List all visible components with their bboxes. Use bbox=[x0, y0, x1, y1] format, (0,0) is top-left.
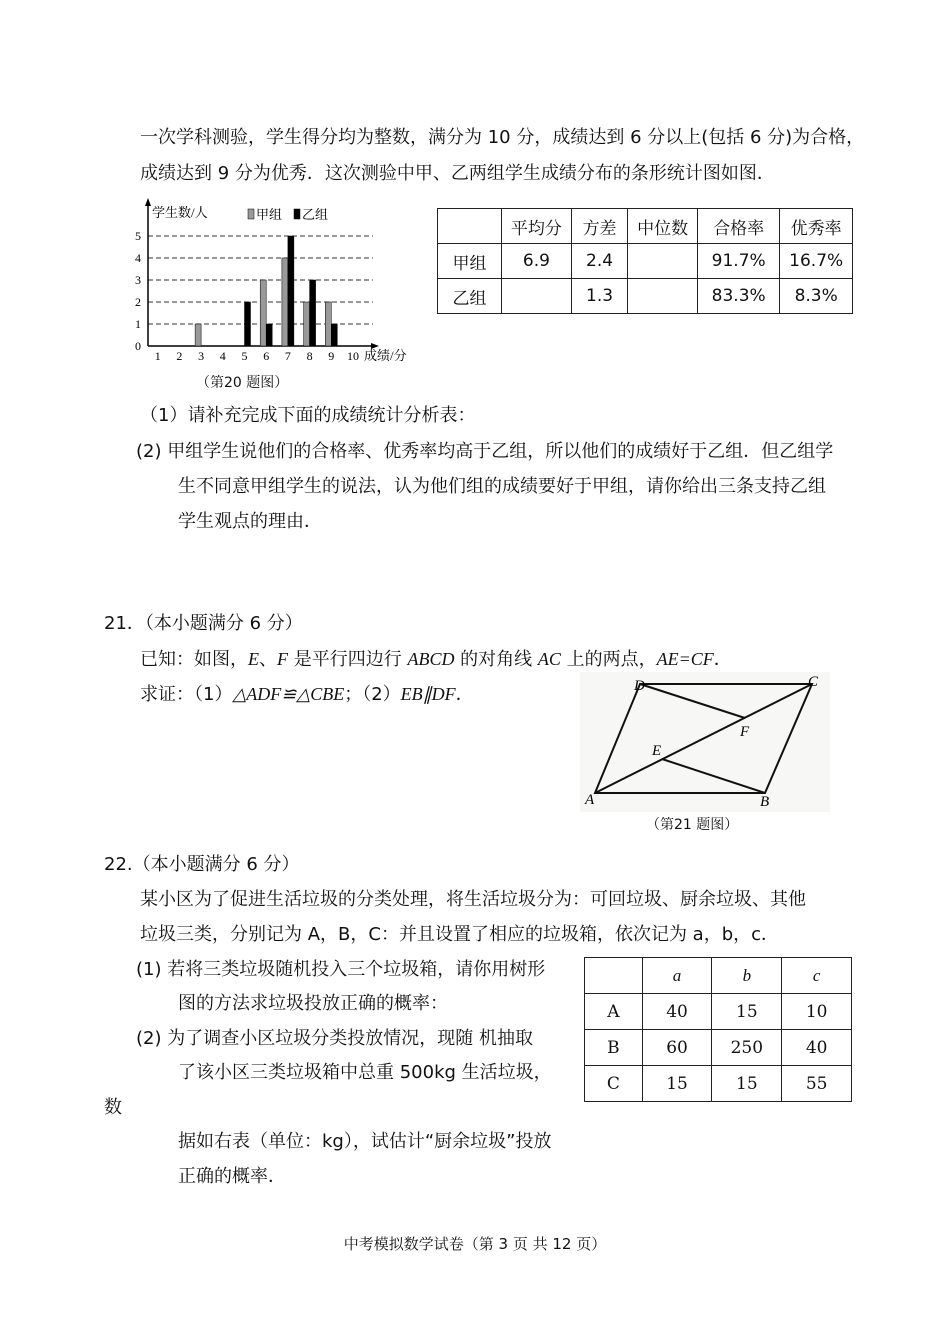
q21-known-text: ABCD bbox=[407, 649, 455, 669]
legend-label: 乙组 bbox=[302, 207, 329, 222]
table-cell: 83.3% bbox=[698, 279, 780, 314]
bar bbox=[325, 302, 331, 346]
x-tick-label: 7 bbox=[284, 349, 291, 363]
q20-part2-line1: (2) 甲组学生说他们的合格率、优秀率均高于乙组，所以他们的成绩好于乙组．但乙组学 bbox=[136, 441, 834, 462]
q21-known-text: 的对角线 bbox=[454, 649, 538, 670]
x-tick-label: 1 bbox=[154, 349, 161, 363]
table-header-cell: 平均分 bbox=[501, 209, 571, 244]
q21-prove-text: ． bbox=[455, 684, 474, 705]
q21-known-text: ． bbox=[713, 649, 732, 670]
x-axis-label: 成绩/分 bbox=[364, 348, 407, 363]
q21-known-text: AC bbox=[537, 649, 561, 669]
q22-header: 22.（本小题满分 6 分） bbox=[104, 854, 300, 875]
q21-known-text: 是平行四边行 bbox=[288, 649, 408, 670]
q22-part2-line2: 了该小区三类垃圾箱中总重 500kg 生活垃圾， bbox=[178, 1062, 552, 1083]
q21-known-text: E bbox=[248, 649, 259, 669]
q21-known-text: F bbox=[277, 649, 288, 669]
q20-intro-line1: 一次学科测验，学生得分均为整数，满分为 10 分，成绩达到 6 分以上(包括 6 分)为合格， bbox=[140, 127, 865, 148]
bar bbox=[304, 302, 310, 346]
legend-swatch bbox=[294, 209, 300, 219]
table-cell: 乙组 bbox=[438, 279, 502, 314]
q20-part1: （1）请补充完成下面的成绩统计分析表： bbox=[140, 405, 476, 426]
table-cell: 1.3 bbox=[571, 279, 627, 314]
label-c: C bbox=[808, 674, 819, 690]
table-header-cell: a bbox=[642, 958, 712, 994]
table-row bbox=[438, 244, 853, 279]
table-header-cell bbox=[438, 209, 502, 244]
table-cell: 15 bbox=[712, 994, 782, 1030]
y-axis-arrow bbox=[145, 198, 151, 206]
table-cell bbox=[501, 279, 571, 314]
table-header-cell: c bbox=[782, 958, 852, 994]
table-cell: 6.9 bbox=[501, 244, 571, 279]
table-header-cell: b bbox=[712, 958, 782, 994]
table-cell: 250 bbox=[712, 1030, 782, 1066]
q20-stats-table bbox=[437, 208, 853, 314]
table-cell: 40 bbox=[642, 994, 712, 1030]
table-cell: 15 bbox=[712, 1066, 782, 1102]
y-axis-label: 学生数/人 bbox=[152, 205, 208, 220]
q21-prove-text: EB∥DF bbox=[400, 684, 456, 704]
q22-part1-line2: 图的方法求垃圾投放正确的概率： bbox=[178, 993, 448, 1014]
table-header-row bbox=[438, 209, 853, 244]
label-b: B bbox=[760, 794, 770, 810]
legend-label: 甲组 bbox=[256, 207, 283, 222]
label-a: A bbox=[585, 792, 595, 808]
table-cell: 55 bbox=[782, 1066, 852, 1102]
x-tick-label: 8 bbox=[306, 349, 313, 363]
y-tick-label: 5 bbox=[135, 229, 141, 243]
table-cell bbox=[628, 279, 698, 314]
y-tick-label: 2 bbox=[135, 295, 141, 309]
table-cell: A bbox=[585, 994, 643, 1030]
q21-known bbox=[140, 647, 732, 672]
label-f: F bbox=[740, 724, 750, 740]
y-tick-label: 1 bbox=[135, 317, 141, 331]
table-header-cell: 合格率 bbox=[698, 209, 780, 244]
bar bbox=[282, 258, 288, 346]
q21-known-text: 、 bbox=[259, 649, 277, 670]
table-cell: 40 bbox=[782, 1030, 852, 1066]
x-tick-label: 3 bbox=[198, 349, 205, 363]
table-cell: 91.7% bbox=[698, 244, 780, 279]
table-header-cell bbox=[585, 958, 643, 994]
table-row bbox=[438, 279, 853, 314]
q20-intro-line2: 成绩达到 9 分为优秀．这次测验中甲、乙两组学生成绩分布的条形统计图如图． bbox=[140, 163, 775, 184]
table-cell: 2.4 bbox=[571, 244, 627, 279]
q21-header: 21．（本小题满分 6 分） bbox=[104, 613, 303, 634]
q21-prove bbox=[140, 682, 474, 707]
q22-intro-line1: 某小区为了促进生活垃圾的分类处理，将生活垃圾分为：可回垃圾、厨余垃圾、其他 bbox=[140, 889, 806, 910]
y-tick-label: 3 bbox=[135, 273, 141, 287]
bar bbox=[288, 236, 294, 346]
q22-part1-line1: (1) 若将三类垃圾随机投入三个垃圾箱，请你用树形 bbox=[136, 959, 546, 980]
x-tick-label: 5 bbox=[241, 349, 248, 363]
q20-part2-line2: 生不同意甲组学生的说法，认为他们组的成绩要好于甲组，请你给出三条支持乙组 bbox=[178, 476, 826, 497]
q20-chart-caption: （第20 题图） bbox=[196, 375, 289, 391]
label-d: D bbox=[634, 678, 645, 694]
q22-intro-line2: 垃圾三类，分别记为 A，B，C：并且设置了相应的垃圾箱，依次记为 a，b，c． bbox=[140, 924, 780, 945]
table-cell: 甲组 bbox=[438, 244, 502, 279]
legend-swatch bbox=[248, 209, 254, 219]
bar bbox=[266, 324, 272, 346]
q21-known-text: AE=CF bbox=[656, 649, 714, 669]
table-header-cell: 优秀率 bbox=[780, 209, 853, 244]
table-cell: 16.7% bbox=[780, 244, 853, 279]
q22-part2-line5: 正确的概率． bbox=[178, 1166, 286, 1187]
bar bbox=[331, 324, 337, 346]
bar bbox=[245, 302, 251, 346]
table-header-cell: 中位数 bbox=[628, 209, 698, 244]
q21-prove-text: 求证：（1） bbox=[140, 684, 233, 705]
table-header-row bbox=[585, 958, 852, 994]
table-cell: 15 bbox=[642, 1066, 712, 1102]
bar bbox=[195, 324, 201, 346]
q21-known-text: 已知：如图， bbox=[140, 649, 248, 670]
q22-weights-table bbox=[584, 957, 852, 1102]
y-tick-label: 4 bbox=[135, 251, 141, 265]
x-tick-label: 10 bbox=[347, 349, 359, 363]
x-tick-label: 2 bbox=[176, 349, 183, 363]
table-cell: 60 bbox=[642, 1030, 712, 1066]
table-row bbox=[585, 1066, 852, 1102]
q21-parallelogram-figure bbox=[580, 672, 830, 812]
table-header-cell: 方差 bbox=[571, 209, 627, 244]
y-tick-label: 0 bbox=[135, 339, 141, 353]
table-row bbox=[585, 1030, 852, 1066]
bar bbox=[260, 280, 266, 346]
q20-part2-line3: 学生观点的理由． bbox=[178, 511, 322, 532]
q21-prove-text: ；（2） bbox=[344, 684, 401, 705]
page-footer: 中考模拟数学试卷（第 3 页 共 12 页） bbox=[343, 1235, 607, 1253]
q22-part2-line1: (2) 为了调查小区垃圾分类投放情况，现随 机抽取 bbox=[136, 1028, 533, 1049]
q22-part2-line4: 据如右表（单位：kg），试估计“厨余垃圾”投放 bbox=[178, 1131, 552, 1152]
x-tick-label: 9 bbox=[328, 349, 335, 363]
x-tick-label: 4 bbox=[219, 349, 226, 363]
q22-part2-line3: 数 bbox=[104, 1097, 122, 1118]
q21-prove-text: △ADF≌△CBE bbox=[232, 684, 345, 704]
table-cell: C bbox=[585, 1066, 643, 1102]
label-e: E bbox=[652, 743, 662, 759]
q20-bar-chart bbox=[130, 198, 420, 373]
table-cell bbox=[628, 244, 698, 279]
bar bbox=[310, 280, 316, 346]
q21-figure-caption: （第21 题图） bbox=[646, 817, 739, 833]
table-cell: 8.3% bbox=[780, 279, 853, 314]
table-cell: B bbox=[585, 1030, 643, 1066]
q21-known-text: 上的两点， bbox=[560, 649, 657, 670]
x-tick-label: 6 bbox=[263, 349, 270, 363]
table-row bbox=[585, 994, 852, 1030]
table-cell: 10 bbox=[782, 994, 852, 1030]
